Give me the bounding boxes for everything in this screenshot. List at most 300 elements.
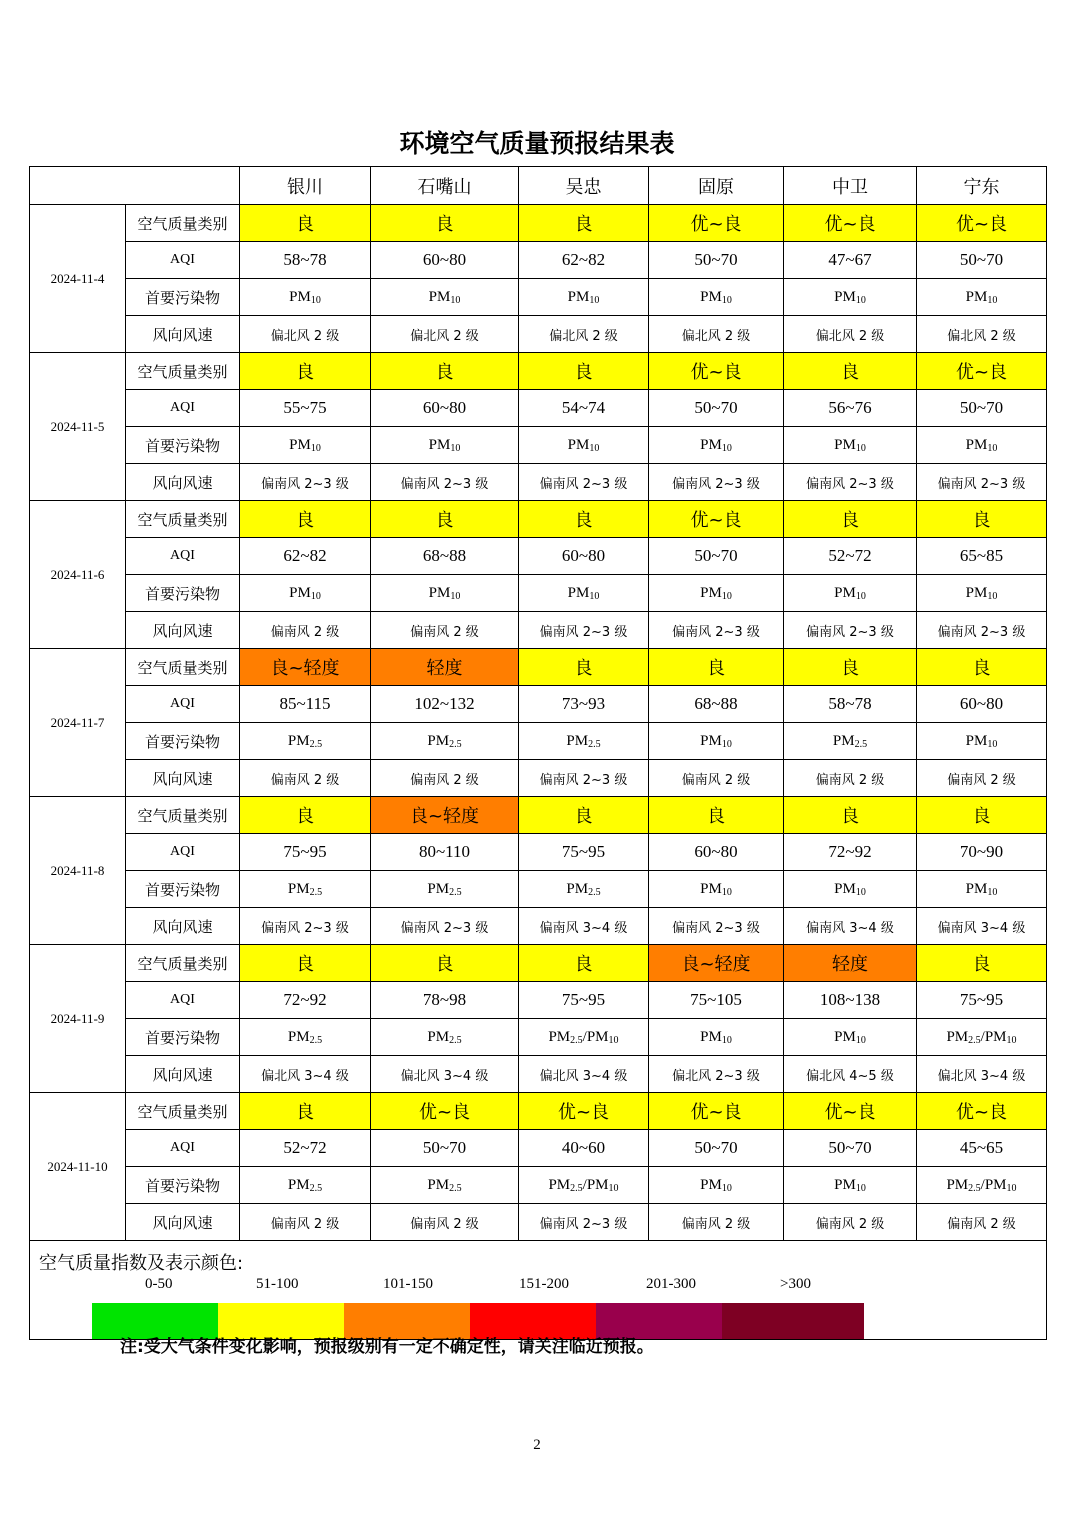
category-cell: 良 bbox=[240, 501, 371, 538]
city-header: 宁东 bbox=[917, 167, 1047, 205]
pollutant-subscript: 2.5 bbox=[588, 886, 601, 898]
wind-cell: 偏南风 3~4 级 bbox=[519, 908, 649, 945]
pollutant-subscript: 2.5 bbox=[449, 1034, 462, 1046]
legend-range-label: 151-200 bbox=[519, 1276, 569, 1292]
row-category bbox=[30, 797, 1047, 834]
aqi-cell: 70~90 bbox=[917, 834, 1047, 871]
category-cell: 良 bbox=[784, 649, 917, 686]
category-cell: 良 bbox=[240, 797, 371, 834]
aqi-cell: 50~70 bbox=[649, 390, 784, 427]
pollutant-prefix: PM bbox=[566, 732, 589, 749]
aqi-cell: 75~95 bbox=[519, 834, 649, 871]
wind-cell: 偏北风 2 级 bbox=[240, 316, 371, 353]
category-cell: 良 bbox=[519, 353, 649, 390]
aqi-cell: 75~95 bbox=[240, 834, 371, 871]
category-cell: 良 bbox=[917, 501, 1047, 538]
row-label-pollutant: 首要污染物 bbox=[126, 723, 240, 760]
aqi-cell: 58~78 bbox=[784, 686, 917, 723]
wind-cell: 偏南风 2~3 级 bbox=[917, 612, 1047, 649]
pollutant-subscript: 10 bbox=[855, 590, 866, 602]
pollutant-prefix: PM bbox=[566, 880, 589, 897]
legend-range-label: 0-50 bbox=[145, 1276, 173, 1292]
pollutant-cell bbox=[784, 723, 917, 760]
wind-cell: 偏南风 2 级 bbox=[784, 1204, 917, 1241]
pollutant-prefix: PM bbox=[965, 584, 988, 601]
row-category bbox=[30, 945, 1047, 982]
pollutant-subscript: 2.5 bbox=[854, 738, 868, 750]
pollutant-prefix: PM bbox=[289, 436, 311, 453]
pollutant-cell bbox=[917, 427, 1047, 464]
pollutant-prefix: PM bbox=[965, 880, 988, 897]
wind-cell: 偏南风 2~3 级 bbox=[917, 464, 1047, 501]
pollutant-subscript: 10 bbox=[1006, 1034, 1017, 1046]
wind-cell: 偏南风 2~3 级 bbox=[649, 908, 784, 945]
pollutant-subscript: 2.5 bbox=[449, 886, 462, 898]
wind-cell: 偏北风 2 级 bbox=[784, 316, 917, 353]
wind-cell: 偏北风 2 级 bbox=[649, 316, 784, 353]
category-cell: 良 bbox=[917, 797, 1047, 834]
category-cell: 良 bbox=[240, 945, 371, 982]
pollutant-subscript: 10 bbox=[721, 294, 732, 306]
aqi-cell: 60~80 bbox=[519, 538, 649, 575]
category-cell: 良 bbox=[917, 649, 1047, 686]
pollutant-subscript: 10 bbox=[1006, 1182, 1017, 1194]
pollutant-prefix: PM bbox=[428, 436, 451, 453]
row-label-wind: 风向风速 bbox=[126, 1204, 240, 1241]
row-label-aqi: AQI bbox=[126, 538, 240, 575]
category-cell: 良 bbox=[784, 797, 917, 834]
wind-cell: 偏南风 2 级 bbox=[917, 1204, 1047, 1241]
pollutant-prefix: PM bbox=[700, 288, 722, 305]
pollutant-subscript: 10 bbox=[450, 294, 461, 306]
pollutant-cell bbox=[519, 427, 649, 464]
row-wind bbox=[30, 612, 1047, 649]
category-cell: 良 bbox=[519, 797, 649, 834]
legend-color-swatch bbox=[722, 1303, 864, 1339]
aqi-cell: 58~78 bbox=[240, 242, 371, 279]
row-label-pollutant: 首要污染物 bbox=[126, 427, 240, 464]
row-wind bbox=[30, 1056, 1047, 1093]
pollutant-subscript: 2.5 bbox=[588, 738, 601, 750]
wind-cell: 偏南风 2 级 bbox=[784, 760, 917, 797]
pollutant-subscript: 10 bbox=[310, 294, 321, 306]
pollutant-prefix: PM bbox=[700, 436, 722, 453]
wind-cell: 偏南风 2~3 级 bbox=[371, 464, 519, 501]
aqi-cell: 75~95 bbox=[519, 982, 649, 1019]
aqi-cell: 75~95 bbox=[917, 982, 1047, 1019]
pollutant-cell: $PM_{2.5}/PM_{10}$ bbox=[519, 1167, 649, 1204]
pollutant-subscript: 2.5 bbox=[309, 1034, 323, 1046]
page-number: 2 bbox=[533, 1437, 541, 1453]
wind-cell: 偏北风 4~5 级 bbox=[784, 1056, 917, 1093]
category-cell: 优~良 bbox=[784, 205, 917, 242]
row-label-category: 空气质量类别 bbox=[126, 649, 240, 686]
pollutant-cell bbox=[917, 723, 1047, 760]
category-cell: 优~良 bbox=[649, 353, 784, 390]
pollutant-cell bbox=[784, 575, 917, 612]
legend-range-label: 101-150 bbox=[383, 1276, 433, 1292]
pollutant-prefix: PM bbox=[567, 436, 590, 453]
pollutant-cell bbox=[371, 575, 519, 612]
wind-cell: 偏北风 2 级 bbox=[917, 316, 1047, 353]
pollutant-cell bbox=[784, 427, 917, 464]
pollutant-subscript: 10 bbox=[855, 294, 866, 306]
wind-cell: 偏南风 3~4 级 bbox=[784, 908, 917, 945]
pollutant-subscript: 10 bbox=[589, 442, 600, 454]
aqi-cell: 47~67 bbox=[784, 242, 917, 279]
aqi-cell: 78~98 bbox=[371, 982, 519, 1019]
legend-cell bbox=[30, 1241, 1047, 1340]
pollutant-cell bbox=[371, 723, 519, 760]
row-label-aqi: AQI bbox=[126, 686, 240, 723]
aqi-cell: 68~88 bbox=[649, 686, 784, 723]
pollutant-prefix: PM bbox=[834, 584, 856, 601]
category-cell: 良~轻度 bbox=[649, 945, 784, 982]
pollutant-cell bbox=[784, 871, 917, 908]
pollutant-prefix: PM bbox=[834, 288, 856, 305]
pollutant-subscript: 10 bbox=[855, 442, 866, 454]
city-header: 吴忠 bbox=[519, 167, 649, 205]
pollutant-prefix: PM bbox=[287, 732, 310, 749]
pollutant-cell bbox=[784, 279, 917, 316]
pollutant-subscript: 10 bbox=[721, 442, 732, 454]
pollutant-subscript: 10 bbox=[721, 590, 732, 602]
aqi-cell: 50~70 bbox=[371, 1130, 519, 1167]
wind-cell: 偏南风 2~3 级 bbox=[519, 760, 649, 797]
wind-cell: 偏南风 2 级 bbox=[371, 612, 519, 649]
pollutant-subscript: 2.5 bbox=[570, 1182, 583, 1194]
pollutant-cell bbox=[240, 575, 371, 612]
row-label-wind: 风向风速 bbox=[126, 760, 240, 797]
aqi-cell: 62~82 bbox=[240, 538, 371, 575]
pollutant-cell bbox=[240, 279, 371, 316]
pollutant-subscript: 10 bbox=[608, 1182, 619, 1194]
pollutant-subscript: 10 bbox=[987, 590, 998, 602]
aqi-cell: 40~60 bbox=[519, 1130, 649, 1167]
row-aqi bbox=[30, 1130, 1047, 1167]
pollutant-cell bbox=[649, 1019, 784, 1056]
pollutant-cell bbox=[917, 871, 1047, 908]
wind-cell: 偏南风 2~3 级 bbox=[371, 908, 519, 945]
category-cell: 良 bbox=[917, 945, 1047, 982]
aqi-cell: 56~76 bbox=[784, 390, 917, 427]
pollutant-prefix: PM bbox=[548, 1028, 571, 1045]
row-label-aqi: AQI bbox=[126, 1130, 240, 1167]
pollutant-cell: $PM_{2.5}/PM_{10}$ bbox=[917, 1019, 1047, 1056]
row-label-aqi: AQI bbox=[126, 390, 240, 427]
row-label-category: 空气质量类别 bbox=[126, 353, 240, 390]
category-cell: 轻度 bbox=[371, 649, 519, 686]
pollutant-subscript: 10 bbox=[589, 590, 600, 602]
forecast-note: 注:受大气条件变化影响，预报级别有一定不确定性，请关注临近预报。 bbox=[120, 1337, 654, 1357]
city-header: 固原 bbox=[649, 167, 784, 205]
pollutant-subscript: 2.5 bbox=[570, 1034, 583, 1046]
pollutant-cell bbox=[784, 1019, 917, 1056]
category-cell: 优~良 bbox=[649, 205, 784, 242]
wind-cell: 偏北风 2~3 级 bbox=[649, 1056, 784, 1093]
pollutant-prefix: PM bbox=[427, 1028, 450, 1045]
pollutant-cell bbox=[240, 1019, 371, 1056]
row-wind bbox=[30, 1204, 1047, 1241]
row-wind bbox=[30, 464, 1047, 501]
wind-cell: 偏南风 3~4 级 bbox=[917, 908, 1047, 945]
pollutant-cell bbox=[917, 575, 1047, 612]
row-label-wind: 风向风速 bbox=[126, 1056, 240, 1093]
category-cell: 良 bbox=[784, 501, 917, 538]
wind-cell: 偏南风 2~3 级 bbox=[649, 612, 784, 649]
pollutant-cell bbox=[649, 871, 784, 908]
aqi-cell: 85~115 bbox=[240, 686, 371, 723]
pollutant-cell bbox=[519, 575, 649, 612]
city-header: 中卫 bbox=[784, 167, 917, 205]
date-cell: 2024-11-7 bbox=[30, 649, 126, 797]
date-cell: 2024-11-9 bbox=[30, 945, 126, 1093]
pollutant-cell bbox=[519, 871, 649, 908]
pollutant-prefix: PM bbox=[287, 880, 310, 897]
date-cell: 2024-11-8 bbox=[30, 797, 126, 945]
pollutant-subscript: 10 bbox=[721, 1034, 732, 1046]
aqi-cell: 52~72 bbox=[240, 1130, 371, 1167]
row-category bbox=[30, 353, 1047, 390]
row-pollutant bbox=[30, 427, 1047, 464]
wind-cell: 偏南风 2 级 bbox=[240, 760, 371, 797]
legend-range-label: 51-100 bbox=[256, 1276, 299, 1292]
pollutant-cell bbox=[519, 723, 649, 760]
category-cell: 优~良 bbox=[917, 205, 1047, 242]
pollutant-cell bbox=[519, 279, 649, 316]
pollutant-subscript: 10 bbox=[721, 738, 732, 750]
row-pollutant bbox=[30, 575, 1047, 612]
pollutant-prefix: PM bbox=[287, 1028, 310, 1045]
date-cell: 2024-11-5 bbox=[30, 353, 126, 501]
wind-cell: 偏南风 2 级 bbox=[371, 760, 519, 797]
pollutant-prefix: PM bbox=[567, 584, 590, 601]
row-aqi bbox=[30, 982, 1047, 1019]
pollutant-prefix: PM bbox=[700, 1028, 722, 1045]
row-wind bbox=[30, 760, 1047, 797]
row-label-wind: 风向风速 bbox=[126, 612, 240, 649]
row-label-wind: 风向风速 bbox=[126, 464, 240, 501]
pollutant-prefix: PM bbox=[834, 880, 856, 897]
aqi-cell: 80~110 bbox=[371, 834, 519, 871]
row-aqi bbox=[30, 242, 1047, 279]
pollutant-prefix: PM bbox=[834, 436, 856, 453]
category-cell: 良 bbox=[371, 945, 519, 982]
row-pollutant bbox=[30, 1167, 1047, 1204]
pollutant-prefix: PM bbox=[965, 732, 988, 749]
pollutant-cell: $PM_{2.5}/PM_{10}$ bbox=[917, 1167, 1047, 1204]
pollutant-prefix: PM bbox=[700, 732, 722, 749]
pollutant-cell: $PM_{2.5}/PM_{10}$ bbox=[519, 1019, 649, 1056]
pollutant-prefix: PM bbox=[289, 288, 311, 305]
pollutant-prefix: PM bbox=[427, 880, 450, 897]
pollutant-prefix: PM bbox=[586, 1176, 609, 1193]
wind-cell: 偏北风 3~4 级 bbox=[917, 1056, 1047, 1093]
row-wind bbox=[30, 316, 1047, 353]
category-cell: 良 bbox=[371, 353, 519, 390]
wind-cell: 偏南风 2~3 级 bbox=[519, 1204, 649, 1241]
pollutant-subscript: 10 bbox=[310, 590, 321, 602]
wind-cell: 偏南风 2 级 bbox=[240, 1204, 371, 1241]
header-corner-cell bbox=[30, 167, 240, 205]
pollutant-prefix: PM bbox=[567, 288, 590, 305]
category-cell: 良 bbox=[240, 353, 371, 390]
category-cell: 优~良 bbox=[917, 1093, 1047, 1130]
row-pollutant bbox=[30, 279, 1047, 316]
wind-cell: 偏南风 2 级 bbox=[917, 760, 1047, 797]
pollutant-subscript: 10 bbox=[450, 442, 461, 454]
aqi-cell: 72~92 bbox=[240, 982, 371, 1019]
category-cell: 轻度 bbox=[784, 945, 917, 982]
header-row bbox=[30, 167, 1047, 205]
pollutant-cell bbox=[371, 1167, 519, 1204]
pollutant-prefix: PM bbox=[700, 584, 722, 601]
aqi-cell: 68~88 bbox=[371, 538, 519, 575]
date-cell: 2024-11-6 bbox=[30, 501, 126, 649]
wind-cell: 偏北风 3~4 级 bbox=[519, 1056, 649, 1093]
aqi-cell: 60~80 bbox=[371, 242, 519, 279]
pollutant-cell bbox=[371, 279, 519, 316]
row-label-category: 空气质量类别 bbox=[126, 797, 240, 834]
wind-cell: 偏南风 2 级 bbox=[240, 612, 371, 649]
pollutant-prefix: PM bbox=[834, 1028, 856, 1045]
aqi-cell: 72~92 bbox=[784, 834, 917, 871]
pollutant-prefix: PM bbox=[984, 1028, 1007, 1045]
category-cell: 优~良 bbox=[784, 1093, 917, 1130]
row-label-aqi: AQI bbox=[126, 982, 240, 1019]
pollutant-cell bbox=[917, 279, 1047, 316]
pollutant-prefix: PM bbox=[586, 1028, 609, 1045]
row-label-wind: 风向风速 bbox=[126, 316, 240, 353]
pollutant-prefix: PM bbox=[289, 584, 311, 601]
pollutant-subscript: 10 bbox=[589, 294, 600, 306]
pollutant-cell bbox=[240, 871, 371, 908]
row-label-aqi: AQI bbox=[126, 834, 240, 871]
pollutant-cell bbox=[649, 279, 784, 316]
pollutant-prefix: PM bbox=[428, 584, 451, 601]
forecast-table bbox=[29, 166, 1047, 1340]
category-cell: 良 bbox=[519, 205, 649, 242]
legend-row bbox=[30, 1241, 1047, 1340]
row-label-category: 空气质量类别 bbox=[126, 501, 240, 538]
row-label-wind: 风向风速 bbox=[126, 908, 240, 945]
category-cell: 优~良 bbox=[519, 1093, 649, 1130]
pollutant-cell bbox=[649, 575, 784, 612]
row-label-pollutant: 首要污染物 bbox=[126, 279, 240, 316]
category-cell: 良 bbox=[240, 1093, 371, 1130]
pollutant-prefix: PM bbox=[946, 1028, 969, 1045]
wind-cell: 偏北风 3~4 级 bbox=[240, 1056, 371, 1093]
wind-cell: 偏南风 2 级 bbox=[649, 1204, 784, 1241]
wind-cell: 偏南风 2~3 级 bbox=[519, 464, 649, 501]
pollutant-prefix: PM bbox=[287, 1176, 310, 1193]
wind-cell: 偏南风 2~3 级 bbox=[784, 464, 917, 501]
category-cell: 优~良 bbox=[917, 353, 1047, 390]
pollutant-subscript: 10 bbox=[987, 442, 998, 454]
pollutant-subscript: 2.5 bbox=[449, 738, 462, 750]
pollutant-prefix: PM bbox=[427, 732, 450, 749]
pollutant-subscript: 10 bbox=[855, 1034, 866, 1046]
pollutant-subscript: 10 bbox=[721, 1182, 732, 1194]
category-cell: 良~轻度 bbox=[371, 797, 519, 834]
aqi-cell: 60~80 bbox=[371, 390, 519, 427]
pollutant-prefix: PM bbox=[832, 732, 855, 749]
aqi-cell: 52~72 bbox=[784, 538, 917, 575]
category-cell: 良 bbox=[371, 205, 519, 242]
city-header: 石嘴山 bbox=[371, 167, 519, 205]
pollutant-cell bbox=[371, 871, 519, 908]
aqi-cell: 102~132 bbox=[371, 686, 519, 723]
category-cell: 良 bbox=[519, 501, 649, 538]
aqi-cell: 50~70 bbox=[784, 1130, 917, 1167]
date-cell: 2024-11-4 bbox=[30, 205, 126, 353]
wind-cell: 偏北风 2 级 bbox=[519, 316, 649, 353]
wind-cell: 偏北风 2 级 bbox=[371, 316, 519, 353]
row-category bbox=[30, 501, 1047, 538]
category-cell: 优~良 bbox=[371, 1093, 519, 1130]
row-label-category: 空气质量类别 bbox=[126, 1093, 240, 1130]
pollutant-prefix: PM bbox=[965, 436, 988, 453]
aqi-cell: 62~82 bbox=[519, 242, 649, 279]
category-cell: 优~良 bbox=[649, 501, 784, 538]
pollutant-prefix: PM bbox=[427, 1176, 450, 1193]
row-label-category: 空气质量类别 bbox=[126, 945, 240, 982]
category-cell: 优~良 bbox=[649, 1093, 784, 1130]
category-cell: 良 bbox=[649, 797, 784, 834]
wind-cell: 偏南风 2~3 级 bbox=[649, 464, 784, 501]
wind-cell: 偏南风 2~3 级 bbox=[784, 612, 917, 649]
wind-cell: 偏南风 2~3 级 bbox=[240, 464, 371, 501]
pollutant-cell bbox=[649, 723, 784, 760]
row-label-pollutant: 首要污染物 bbox=[126, 871, 240, 908]
pollutant-subscript: 10 bbox=[310, 442, 321, 454]
pollutant-subscript: 2.5 bbox=[449, 1182, 462, 1194]
pollutant-cell bbox=[371, 427, 519, 464]
pollutant-prefix: PM bbox=[700, 1176, 722, 1193]
pollutant-prefix: PM bbox=[548, 1176, 571, 1193]
wind-cell: 偏南风 2 级 bbox=[649, 760, 784, 797]
pollutant-subscript: 2.5 bbox=[309, 886, 323, 898]
row-pollutant bbox=[30, 1019, 1047, 1056]
category-cell: 良 bbox=[649, 649, 784, 686]
row-pollutant bbox=[30, 871, 1047, 908]
pollutant-subscript: 10 bbox=[855, 886, 866, 898]
pollutant-cell bbox=[649, 427, 784, 464]
pollutant-subscript: 2.5 bbox=[309, 738, 323, 750]
pollutant-prefix: PM bbox=[984, 1176, 1007, 1193]
wind-cell: 偏南风 2 级 bbox=[371, 1204, 519, 1241]
aqi-cell: 60~80 bbox=[917, 686, 1047, 723]
row-aqi bbox=[30, 686, 1047, 723]
row-label-pollutant: 首要污染物 bbox=[126, 1019, 240, 1056]
category-cell: 良 bbox=[519, 649, 649, 686]
category-cell: 良~轻度 bbox=[240, 649, 371, 686]
pollutant-subscript: 10 bbox=[987, 294, 998, 306]
row-label-pollutant: 首要污染物 bbox=[126, 1167, 240, 1204]
aqi-cell: 50~70 bbox=[649, 242, 784, 279]
row-category bbox=[30, 205, 1047, 242]
aqi-cell: 54~74 bbox=[519, 390, 649, 427]
pollutant-subscript: 2.5 bbox=[968, 1034, 981, 1046]
row-aqi bbox=[30, 390, 1047, 427]
pollutant-cell bbox=[240, 723, 371, 760]
wind-cell: 偏南风 2~3 级 bbox=[240, 908, 371, 945]
city-header: 银川 bbox=[240, 167, 371, 205]
pollutant-cell bbox=[649, 1167, 784, 1204]
pollutant-cell bbox=[240, 427, 371, 464]
row-label-category: 空气质量类别 bbox=[126, 205, 240, 242]
pollutant-subscript: 2.5 bbox=[968, 1182, 981, 1194]
